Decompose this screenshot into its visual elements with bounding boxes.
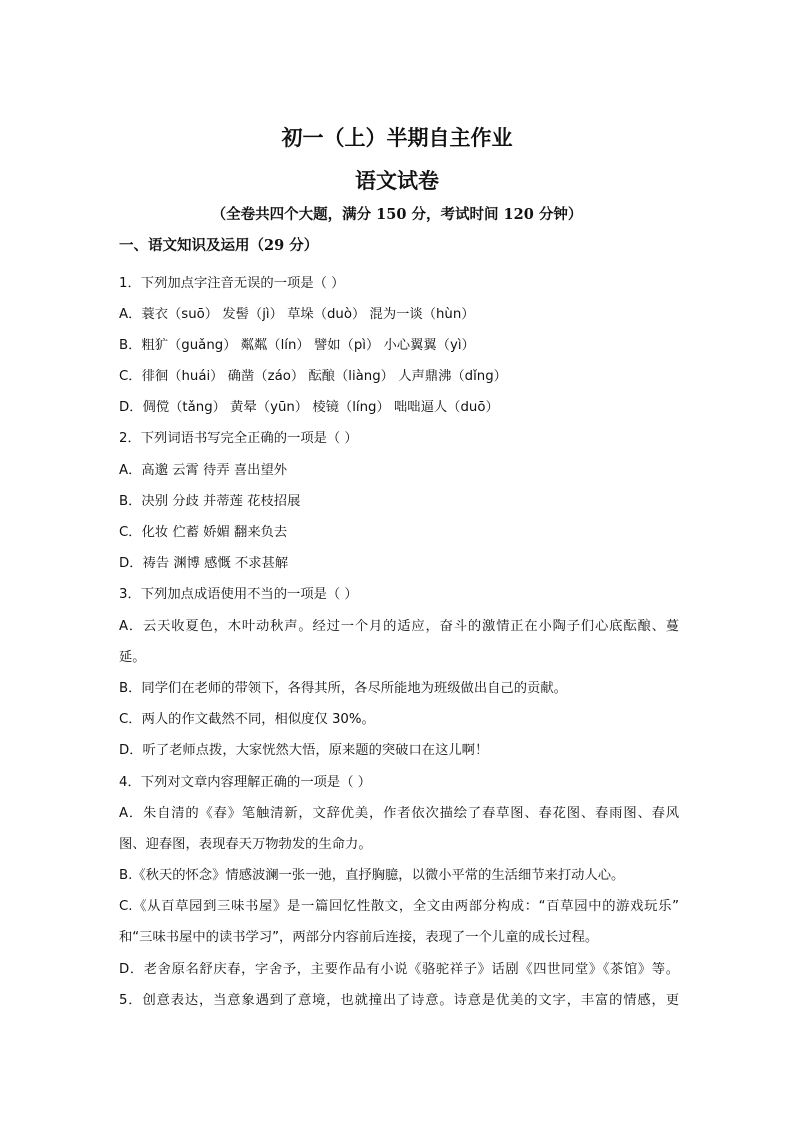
question-line: B．决别 分歧 并蒂莲 花枝招展 bbox=[119, 493, 301, 509]
question-line: D．祷告 渊博 感慨 不求甚解 bbox=[119, 556, 289, 572]
question-line: D．倜傥（tǎng） 黄晕（yūn） 棱镜（líng） 咄咄逼人（duō） bbox=[119, 400, 499, 416]
question-line: 和“三味书屋中的读书学习”，两部分内容前后连接，表现了一个儿童的成长过程。 bbox=[119, 930, 599, 946]
question-line: 2．下列词语书写完全正确的一项是（ ） bbox=[119, 431, 358, 447]
question-line: 1．下列加点字注音无误的一项是（ ） bbox=[119, 275, 345, 291]
question-line: C．化妆 伫蓄 娇媚 翻来负去 bbox=[119, 525, 288, 540]
question-line: 4．下列对文章内容理解正确的一项是（ ） bbox=[119, 774, 372, 790]
question-line: B．同学们在老师的带领下，各得其所，各尽所能地为班级做出自己的贡献。 bbox=[119, 680, 567, 696]
question-line: 图、迎春图，表现春天万物勃发的生命力。 bbox=[119, 836, 372, 852]
exam-note: （全卷共四个大题，满分 150 分，考试时间 120 分钟） bbox=[211, 206, 583, 223]
question-line: A．朱自清的《春》笔触清新，文辞优美，作者依次描绘了春草图、春花图、春雨图、春风 bbox=[119, 805, 679, 821]
section-heading: 一、语文知识及运用（29 分） bbox=[119, 237, 319, 254]
question-line: B.《秋天的怀念》情感波澜一张一弛，直抒胸臆，以微小平常的生活细节来打动人心。 bbox=[119, 868, 625, 884]
question-line: A．高邈 云霄 待弄 喜出望外 bbox=[119, 462, 288, 478]
question-body bbox=[119, 268, 679, 1017]
exam-subtitle: 语文试卷 bbox=[355, 168, 439, 193]
question-line: 3．下列加点成语使用不当的一项是（ ） bbox=[119, 587, 358, 603]
exam-title: 初一（上）半期自主作业 bbox=[281, 125, 513, 150]
question-line: 5．创意表达，当意象遇到了意境，也就撞出了诗意。诗意是优美的文字，丰富的情感，更 bbox=[119, 992, 679, 1008]
question-line: C.《从百草园到三味书屋》是一篇回忆性散文，全文由两部分构成：“百草园中的游戏玩乐” bbox=[119, 899, 679, 915]
question-line: B．粗犷（guǎng） 粼粼（lín） 譬如（pì） 小心翼翼（yì） bbox=[119, 337, 475, 353]
question-line: D．老舍原名舒庆春，字舍予，主要作品有小说《骆驼祥子》话剧《四世同堂》《茶馆》等。 bbox=[119, 961, 679, 977]
question-line: 延。 bbox=[119, 649, 146, 665]
question-line: A．蓑衣（suō） 发髻（jì） 草垛（duò） 混为一谈（hùn） bbox=[119, 306, 475, 322]
question-line: A．云天收夏色，木叶动秋声。经过一个月的适应，奋斗的激情正在小陶子们心底酝酿、蔓 bbox=[119, 618, 679, 634]
question-line: C．两人的作文截然不同，相似度仅 30%。 bbox=[119, 712, 375, 728]
question-line: C．徘徊（huái） 确凿（záo） 酝酿（liàng） 人声鼎沸（dǐng） bbox=[119, 369, 507, 385]
question-line: D．听了老师点拨，大家恍然大悟，原来题的突破口在这儿啊！ bbox=[119, 743, 489, 759]
